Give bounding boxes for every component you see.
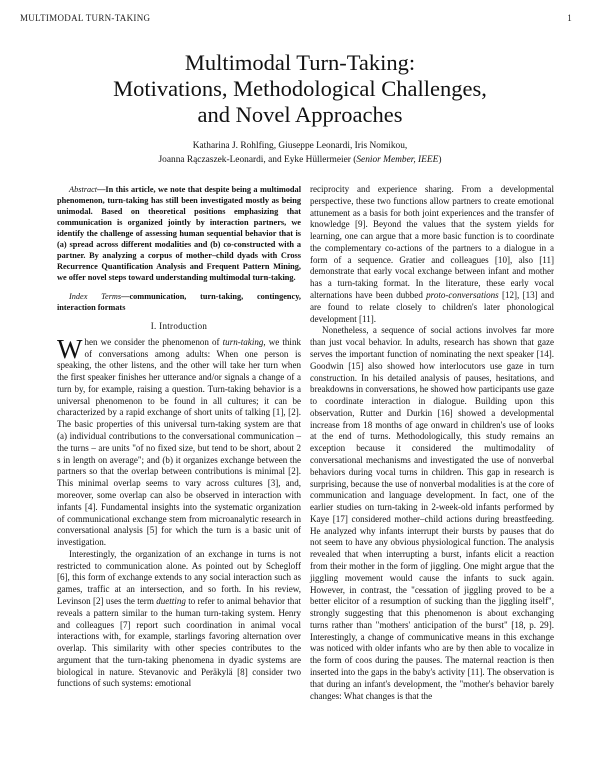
- intro-p1-italic: turn-taking: [222, 336, 264, 347]
- intro-paragraph-4: Nonetheless, a sequence of social actions involves far more than just vocal behavior. In adults, research has shown that gaze serves the important function of nominating the next speaker [14]. Goodwin [15] also showed how interlocutors use gaze in turn construction. In his detailed analysis of pauses, hesitations, and breakdowns in conversations, he showed how participants use gaze to coordinate interaction in dialogue. Building upon this observation, Rutter and Durkin [16] showed a developmental increase from 18 months of age onward in children's use of looks at the end of turns. Methodologically, this study remains an exception because it considered the multimodality of conversational mechanisms and investigated the use of nonverbal behaviors during vocal turns in children. This gap in research is surprising, because the use of nonverbal modalities is at the core of communication and language development. In fact, one of the earlier studies on turn-taking in 2-week-old infants performed by Kaye [17] considered mother–child actions during breastfeeding. He analyzed why infants interrupt their bursts by pauses that do not seem to have any obvious physiological function. The analysis revealed that when interrupting a burst, infants elicit a reaction from their mother in the form of jiggling. One might argue that the jiggling movement would cause the infants to suck again. However, in contrast, the "cessation of jiggling proved to be a better elicitor of a resumption of sucking than the jiggling itself", strongly suggesting that this phenomenon is about exchanging turns rather than "mothers' anticipation of the burst" [18, p. 29]. Interestingly, a change of communicative means in this exchange was noticed with older infants who are by then able to vocalize in the form of coos during the pauses. The maternal reaction is then inserted into the gaps in the baby's activity [11]. The observation is that during an infant's development, the "mother's behavior barely changes: What changes is that the: [310, 325, 554, 701]
- intro-p3-part-a: reciprocity and experience sharing. From a developmental perspective, these two functions allow partners to create emotional attunement as a basis for both joint experiences and the transfer of knowledge [9]. Beyond the values that the system yields for learning, one can argue that a more basic function is to coordinate the complementary co-actions of the partners to a dialogue in a form of a sequence. Gratier and colleagues [10], also [11] demonstrate that early vocal exchange between infant and mother has a turn-taking format. In the literature, these early vocal alternations have been dubbed: [310, 184, 554, 301]
- author-affiliation-note: Senior Member, IEEE: [356, 155, 439, 165]
- intro-p3-italic: proto-conversations: [426, 290, 499, 301]
- left-column: [57, 184, 301, 690]
- abstract-text: —In this article, we note that despite being a multimodal phenomenon, turn-taking has still been investigated mostly as being unimodal. Based on theoretical positions emphasizing that communication is organized jointly by interaction partners, we identify the challenge of assessing human sequential behavior that is (a) spread across different modalities and (b) co-constructed with a partner. By analyzing a corpus of mother–child dyads with Cross Recurrence Quantification Analysis and Frequent Pattern Mining, we offer novel steps toward understanding multimodal turn-taking.: [57, 185, 301, 282]
- section-heading-introduction: I. Introduction: [150, 321, 208, 331]
- index-terms-lead: Index Terms: [69, 292, 122, 301]
- abstract: [57, 184, 301, 283]
- intro-p3-part-b: [12], [13] and are found to relate closely to children's later phonological development [11].: [310, 290, 554, 324]
- index-terms: [57, 291, 301, 313]
- intro-p2-italic: duetting: [156, 595, 186, 606]
- intro-p1-part-a: hen we consider the phenomenon of: [84, 336, 223, 347]
- intro-paragraph-2: [57, 549, 301, 690]
- intro-p2-part-a: Interestingly, the organization of an exchange in turns is not restricted to communication alone. As pointed out by Schegloff [6], this form of exchange extends to any social interaction such as games, traffic at an intersection, and so forth. In his review, Levinson [2] uses the term: [57, 548, 301, 606]
- authors-line-2-close: ): [438, 155, 442, 165]
- running-head: [20, 13, 572, 23]
- paper-title: [40, 50, 560, 128]
- abstract-lead: Abstract: [69, 185, 98, 194]
- intro-paragraph-3: [310, 184, 554, 325]
- drop-cap: W: [57, 333, 83, 364]
- intro-paragraph-1: [57, 333, 301, 549]
- authors-line-2-names: Joanna Rączaszek-Leonardi, and Eyke Hüllermeier (: [158, 155, 357, 165]
- title-line-3: and Novel Approaches: [197, 102, 403, 127]
- authors-line-1: Katharina J. Rohlfing, Giuseppe Leonardi, Iris Nomikou,: [192, 141, 408, 151]
- author-list: [60, 139, 540, 167]
- title-line-2: Motivations, Methodological Challenges,: [113, 76, 487, 101]
- intro-p1-part-b: , we think of conversations among adults: When one person is speaking, the other listens, and the other will take her turn when the first speaker finishes her utterance and/or signals a change of a turn by, for example, raising a question. Turn-taking behavior is a universal phenomenon to be found in all cultures; it can be characterized by a rapid exchange of short units of talking [1], [2]. The basic properties of this universal turn-taking system are that (a) individual contributions to the conversational communication – the turns – are units "of no fixed size, but tend to be short, about 2 s in length on average"; and (b) it organizes exchange between the partners so that the overlap between contributions is minimal [2]. This minimal overlap seems to vary across cultures [3], and, moreover, some overlap can also be observed in interaction with infants [4]. Fundamental insights into the systematic organization of communicational exchange stem from microanalytic research in conversational analysis [5] for which the turn is a basic unit of investigation.: [57, 336, 301, 548]
- intro-p2-part-b: to refer to animal behavior that reveals a pattern similar to the human turn-taking system. Henry and colleagues [7] report such coordination in animal vocal interactions with, for example, starlings favoring alternation over overlap. This similarity with other species contributes to the argument that the turn-taking phenomena in dyadic systems are biological in nature. Stevanovic and Peräkylä [8] consider two functions of such systems: emotional: [57, 595, 301, 689]
- title-line-1: Multimodal Turn-Taking:: [184, 50, 416, 75]
- authors-line-2: [60, 153, 540, 167]
- right-column: [310, 184, 554, 702]
- index-terms-text: —communication, turn-taking, contingency, interaction formats: [57, 292, 301, 312]
- page-number: 1: [567, 13, 572, 23]
- running-head-title: MULTIMODAL TURN-TAKING: [20, 13, 151, 23]
